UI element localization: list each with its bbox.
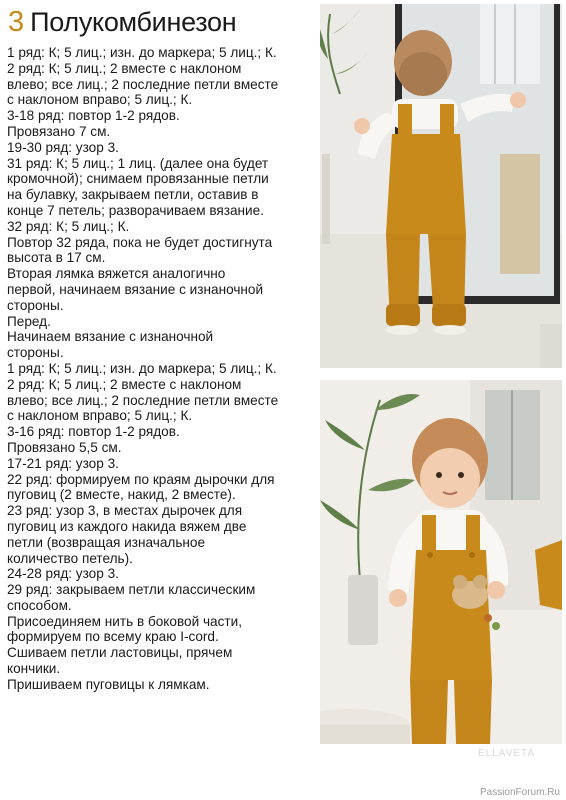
text-line: Вторая лямка вяжется аналогично [7,266,226,282]
text-line: Перед. [7,313,51,329]
text-line: 1 ряд: К; 5 лиц.; изн. до маркера; 5 лиц.; К. [7,360,277,376]
text-line: 24-28 ряд: узор 3. [7,566,119,582]
text-line: кончики. [7,661,61,677]
text-line: с наклоном вправо; 5 лиц.; К. [7,92,193,108]
text-line: петли (возвращая изначальное [7,534,206,550]
text-line: 19-30 ряд: узор 3. [7,139,119,155]
text-line: формируем по всему краю I-cord. [7,629,219,645]
text-line: 17-21 ряд: узор 3. [7,455,119,471]
text-line: Начинаем вязание с изнаночной [7,329,214,345]
photo-child-front-view [320,380,562,744]
footer-site: PassionForum.Ru [479,787,560,798]
text-line: с наклоном вправо; 5 лиц.; К. [7,408,193,424]
section-number: 3 [8,6,25,38]
text-line: кромочной); снимаем провязанные петли [7,171,269,187]
text-line: 23 ряд: узор 3, в местах дырочек для [7,503,243,519]
text-line: 31 ряд: К; 5 лиц.; 1 лиц. (далее она будет [7,155,269,171]
text-line: стороны. [7,297,64,313]
text-line: пуговиц из каждого накида вяжем две [7,518,247,534]
text-line: на булавку, закрываем петли, оставив в [7,187,259,203]
watermark: ELLAVETA [478,748,536,759]
text-line: 22 ряд: формируем по краям дырочки для [7,471,275,487]
text-line: Провязано 7 см. [7,123,111,139]
instructions-text [7,45,312,693]
text-line: Повтор 32 ряда, пока не будет достигнута [7,234,273,250]
text-line: количество петель). [7,550,133,566]
text-line: пуговиц (2 вместе, накид, 2 вместе). [7,487,236,503]
text-line: 3-16 ряд: повтор 1-2 рядов. [7,424,180,440]
text-line: Присоединяем нить в боковой части, [7,613,242,629]
text-line: влево; все лиц.; 2 последние петли вместе [7,392,279,408]
text-line: 3-18 ряд: повтор 1-2 рядов. [7,108,180,124]
page-title [8,6,236,44]
text-line: 32 ряд: К; 5 лиц.; К. [7,218,130,234]
text-line: 2 ряд: К; 5 лиц.; 2 вместе с наклоном [7,376,242,392]
text-line: 29 ряд: закрываем петли классическим [7,582,256,598]
text-line: 2 ряд: К; 5 лиц.; 2 вместе с наклоном [7,60,242,76]
text-line: высота в 17 см. [7,250,106,266]
text-line: стороны. [7,345,64,361]
section-title: Полукомбинезон [30,7,237,37]
photo-child-back-view [320,4,562,368]
text-line: Пришиваем пуговицы к лямкам. [7,676,210,692]
text-line: конце 7 петель; разворачиваем вязание. [7,202,264,218]
text-line: влево; все лиц.; 2 последние петли вместе [7,76,279,92]
text-line: Сшиваем петли ластовицы, прячем [7,645,233,661]
text-line: 1 ряд: К; 5 лиц.; изн. до маркера; 5 лиц.; К. [7,45,277,60]
text-line: первой, начинаем вязание с изнаночной [7,281,264,297]
text-line: Провязано 5,5 см. [7,439,122,455]
text-line: способом. [7,597,72,613]
